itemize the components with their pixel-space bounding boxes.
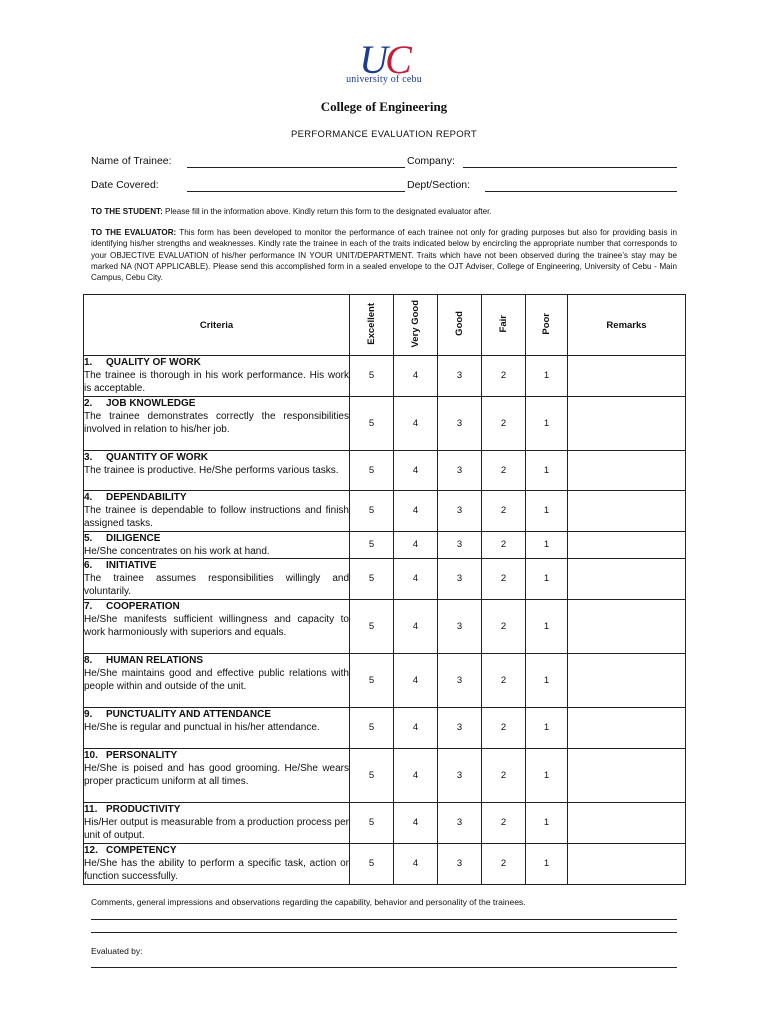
remarks-cell[interactable] bbox=[568, 843, 686, 884]
score-very-good[interactable]: 4 bbox=[394, 653, 438, 707]
score-excellent[interactable]: 5 bbox=[350, 653, 394, 707]
criteria-title: 5. DILIGENCE bbox=[84, 532, 161, 544]
score-excellent[interactable]: 5 bbox=[350, 802, 394, 843]
trainee-company-row bbox=[91, 155, 681, 169]
score-very-good[interactable]: 4 bbox=[394, 843, 438, 884]
excellent-header: Excellent bbox=[350, 295, 394, 356]
remarks-cell[interactable] bbox=[568, 599, 686, 653]
score-poor[interactable]: 1 bbox=[526, 531, 568, 558]
criteria-cell bbox=[84, 707, 350, 748]
remarks-cell[interactable] bbox=[568, 490, 686, 531]
evaluated-by-line[interactable] bbox=[91, 967, 677, 968]
score-poor[interactable]: 1 bbox=[526, 599, 568, 653]
score-very-good[interactable]: 4 bbox=[394, 396, 438, 450]
score-fair[interactable]: 2 bbox=[482, 843, 526, 884]
criteria-description: The trainee demonstrates correctly the responsibilities involved in relation to his/her job. bbox=[84, 410, 349, 436]
score-good[interactable]: 3 bbox=[438, 396, 482, 450]
table-row bbox=[84, 653, 686, 707]
criteria-title: 6. INITIATIVE bbox=[84, 560, 157, 572]
criteria-title: 8. HUMAN RELATIONS bbox=[84, 654, 204, 666]
criteria-cell bbox=[84, 802, 350, 843]
score-poor[interactable]: 1 bbox=[526, 707, 568, 748]
score-very-good[interactable]: 4 bbox=[394, 490, 438, 531]
table-row bbox=[84, 599, 686, 653]
criteria-cell bbox=[84, 843, 350, 884]
date-covered-label: Date Covered: bbox=[91, 179, 159, 191]
remarks-cell[interactable] bbox=[568, 802, 686, 843]
criteria-cell bbox=[84, 653, 350, 707]
score-excellent[interactable]: 5 bbox=[350, 748, 394, 802]
criteria-title: 1. QUALITY OF WORK bbox=[84, 357, 201, 368]
date-covered-field[interactable] bbox=[187, 179, 405, 192]
criteria-description: The trainee assumes responsibilities willingly and voluntarily. bbox=[84, 573, 349, 598]
score-poor[interactable]: 1 bbox=[526, 490, 568, 531]
criteria-description: The trainee is thorough in his work performance. His work is acceptable. bbox=[84, 370, 349, 395]
score-fair[interactable]: 2 bbox=[482, 490, 526, 531]
table-row bbox=[84, 559, 686, 600]
score-very-good[interactable]: 4 bbox=[394, 802, 438, 843]
score-good[interactable]: 3 bbox=[438, 653, 482, 707]
score-poor[interactable]: 1 bbox=[526, 450, 568, 490]
score-excellent[interactable]: 5 bbox=[350, 531, 394, 558]
score-fair[interactable]: 2 bbox=[482, 356, 526, 397]
score-poor[interactable]: 1 bbox=[526, 843, 568, 884]
student-instructions: TO THE STUDENT: Please fill in the information above. Kindly return this form to the designated evaluator after. bbox=[91, 207, 492, 216]
criteria-cell bbox=[84, 396, 350, 450]
criteria-description: His/Her output is measurable from a production process per unit of output. bbox=[84, 816, 349, 842]
poor-header: Poor bbox=[526, 295, 568, 356]
remarks-cell[interactable] bbox=[568, 450, 686, 490]
score-fair[interactable]: 2 bbox=[482, 450, 526, 490]
score-good[interactable]: 3 bbox=[438, 490, 482, 531]
score-excellent[interactable]: 5 bbox=[350, 490, 394, 531]
dept-section-field[interactable] bbox=[485, 179, 677, 192]
report-title: PERFORMANCE EVALUATION REPORT bbox=[290, 129, 478, 140]
criteria-title: 10. PERSONALITY bbox=[84, 749, 178, 761]
table-row bbox=[84, 450, 686, 490]
score-fair[interactable]: 2 bbox=[482, 396, 526, 450]
criteria-title: 9. PUNCTUALITY AND ATTENDANCE bbox=[84, 708, 271, 720]
remarks-cell[interactable] bbox=[568, 748, 686, 802]
score-very-good[interactable]: 4 bbox=[394, 559, 438, 600]
evaluation-table bbox=[83, 294, 686, 885]
remarks-cell[interactable] bbox=[568, 559, 686, 600]
criteria-title: 11. PRODUCTIVITY bbox=[84, 803, 181, 815]
comments-label: Comments, general impressions and observations regarding the capability, behavior and personality of the trainees. bbox=[91, 897, 526, 907]
score-very-good[interactable]: 4 bbox=[394, 531, 438, 558]
criteria-description: He/She concentrates on his work at hand. bbox=[84, 545, 270, 557]
remarks-header: Remarks bbox=[568, 295, 686, 356]
table-header-row bbox=[84, 295, 686, 356]
dept-section-label: Dept/Section: bbox=[407, 179, 471, 191]
trainee-label: Name of Trainee: bbox=[91, 155, 172, 167]
score-excellent[interactable]: 5 bbox=[350, 450, 394, 490]
criteria-cell bbox=[84, 531, 350, 558]
criteria-description: He/She has the ability to perform a specific task, action or function successfully. bbox=[84, 857, 349, 883]
score-fair[interactable]: 2 bbox=[482, 531, 526, 558]
score-very-good[interactable]: 4 bbox=[394, 748, 438, 802]
company-label: Company: bbox=[407, 155, 455, 167]
score-fair[interactable]: 2 bbox=[482, 599, 526, 653]
logo-subtitle: university of cebu bbox=[346, 74, 422, 85]
criteria-description: He/She is regular and punctual in his/her attendance. bbox=[84, 721, 320, 733]
score-fair[interactable]: 2 bbox=[482, 748, 526, 802]
table-row bbox=[84, 707, 686, 748]
criteria-description: The trainee is productive. He/She performs various tasks. bbox=[84, 464, 339, 476]
very-good-header: Very Good bbox=[394, 295, 438, 356]
good-header: Good bbox=[438, 295, 482, 356]
score-very-good[interactable]: 4 bbox=[394, 356, 438, 397]
table-row bbox=[84, 490, 686, 531]
score-excellent[interactable]: 5 bbox=[350, 356, 394, 397]
table-row bbox=[84, 396, 686, 450]
criteria-title: 2. JOB KNOWLEDGE bbox=[84, 397, 196, 409]
score-poor[interactable]: 1 bbox=[526, 653, 568, 707]
criteria-cell bbox=[84, 599, 350, 653]
score-fair[interactable]: 2 bbox=[482, 653, 526, 707]
criteria-header: Criteria bbox=[84, 295, 350, 356]
score-good[interactable]: 3 bbox=[438, 802, 482, 843]
table-row bbox=[84, 748, 686, 802]
score-poor[interactable]: 1 bbox=[526, 396, 568, 450]
criteria-title: 12. COMPETENCY bbox=[84, 844, 177, 856]
score-excellent[interactable]: 5 bbox=[350, 843, 394, 884]
evaluated-by-label: Evaluated by: bbox=[91, 946, 143, 956]
table-row bbox=[84, 356, 686, 397]
criteria-cell bbox=[84, 450, 350, 490]
criteria-title: 7. COOPERATION bbox=[84, 600, 180, 612]
logo-mark: UC bbox=[359, 37, 409, 82]
criteria-title: 4. DEPENDABILITY bbox=[84, 491, 187, 503]
score-good[interactable]: 3 bbox=[438, 356, 482, 397]
score-good[interactable]: 3 bbox=[438, 707, 482, 748]
score-excellent[interactable]: 5 bbox=[350, 707, 394, 748]
score-poor[interactable]: 1 bbox=[526, 356, 568, 397]
score-good[interactable]: 3 bbox=[438, 748, 482, 802]
criteria-cell bbox=[84, 559, 350, 600]
remarks-cell[interactable] bbox=[568, 531, 686, 558]
score-good[interactable]: 3 bbox=[438, 450, 482, 490]
remarks-cell[interactable] bbox=[568, 356, 686, 397]
score-good[interactable]: 3 bbox=[438, 531, 482, 558]
score-poor[interactable]: 1 bbox=[526, 559, 568, 600]
comments-line-1[interactable] bbox=[91, 919, 677, 920]
criteria-title: 3. QUANTITY OF WORK bbox=[84, 451, 209, 463]
score-very-good[interactable]: 4 bbox=[394, 707, 438, 748]
score-good[interactable]: 3 bbox=[438, 599, 482, 653]
criteria-description: The trainee is dependable to follow instructions and finish assigned tasks. bbox=[84, 504, 349, 530]
date-dept-row bbox=[91, 179, 681, 193]
company-field[interactable] bbox=[463, 155, 677, 168]
score-very-good[interactable]: 4 bbox=[394, 599, 438, 653]
score-fair[interactable]: 2 bbox=[482, 559, 526, 600]
remarks-cell[interactable] bbox=[568, 396, 686, 450]
remarks-cell[interactable] bbox=[568, 653, 686, 707]
score-poor[interactable]: 1 bbox=[526, 748, 568, 802]
score-excellent[interactable]: 5 bbox=[350, 599, 394, 653]
score-fair[interactable]: 2 bbox=[482, 707, 526, 748]
table-row bbox=[84, 531, 686, 558]
score-good[interactable]: 3 bbox=[438, 843, 482, 884]
comments-line-2[interactable] bbox=[91, 932, 677, 933]
criteria-cell bbox=[84, 748, 350, 802]
college-name: College of Engineering bbox=[320, 99, 448, 114]
evaluator-instructions: TO THE EVALUATOR: This form has been developed to monitor the performance of each trainee not only for grading purposes but also for providing basis in identifying his/her strengths and weaknesses. Kindly rate the trainee in each of the traits indicated below by encircling the appropriate number that corresponds to your OBJECTIVE EVALUATION of his/her performance IN YOUR UNIT/DEPARTMENT. Traits which have not been observed during the trainee’s stay may be marked NA (NOT APPLICABLE). Please send this accomplished form in a sealed envelope to the OJT Adviser, College of Engineering, University of Cebu - Main Campus, Cebu City. bbox=[91, 228, 677, 283]
score-fair[interactable]: 2 bbox=[482, 802, 526, 843]
score-good[interactable]: 3 bbox=[438, 559, 482, 600]
criteria-description: He/She is poised and has good grooming. He/She wears proper practicum uniform at all times. bbox=[84, 762, 349, 788]
criteria-description: He/She maintains good and effective public relations with people within and outside of the unit. bbox=[84, 667, 349, 693]
score-excellent[interactable]: 5 bbox=[350, 559, 394, 600]
table-row bbox=[84, 802, 686, 843]
university-logo bbox=[0, 37, 768, 85]
score-excellent[interactable]: 5 bbox=[350, 396, 394, 450]
trainee-name-field[interactable] bbox=[187, 155, 405, 168]
score-very-good[interactable]: 4 bbox=[394, 450, 438, 490]
remarks-cell[interactable] bbox=[568, 707, 686, 748]
score-poor[interactable]: 1 bbox=[526, 802, 568, 843]
criteria-cell bbox=[84, 490, 350, 531]
criteria-cell bbox=[84, 356, 350, 397]
criteria-description: He/She manifests sufficient willingness and capacity to work harmoniously with superiors and equals. bbox=[84, 613, 349, 639]
fair-header: Fair bbox=[482, 295, 526, 356]
table-row bbox=[84, 843, 686, 884]
